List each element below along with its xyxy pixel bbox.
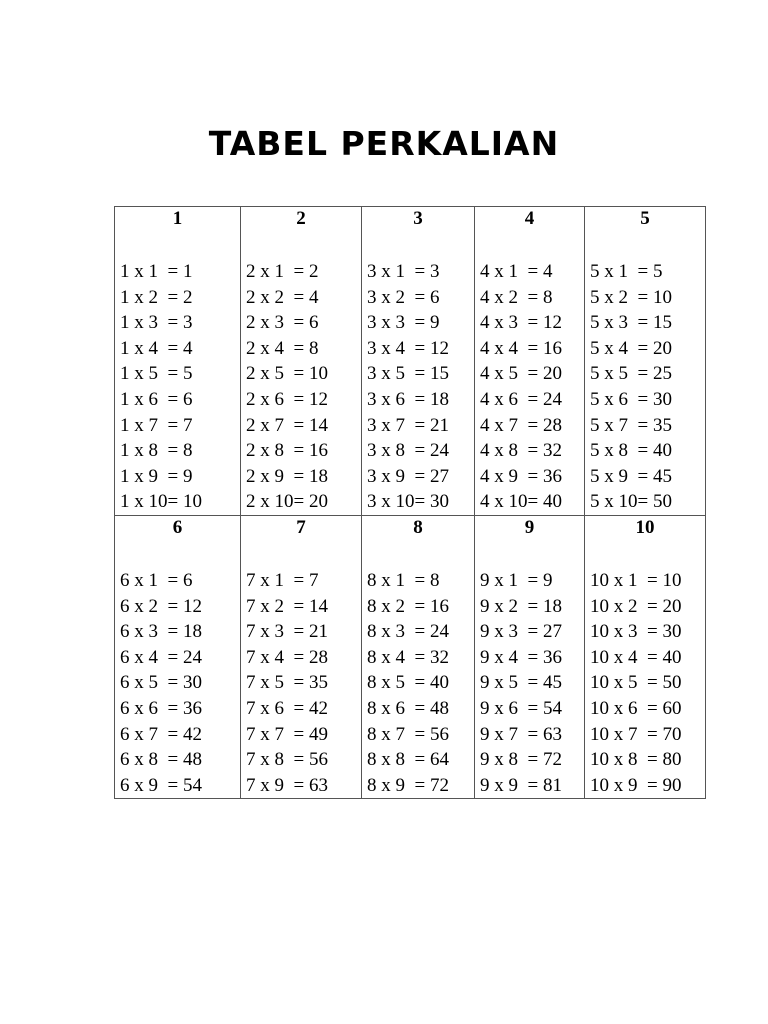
table-line: 10 x 2 = 20 xyxy=(590,595,682,617)
table-line: 9 x 5 = 45 xyxy=(480,672,562,694)
table-line: 7 x 1 = 7 xyxy=(246,569,319,591)
table-line: 8 x 8 = 64 xyxy=(367,749,449,771)
table-line: 3 x 9 = 27 xyxy=(367,465,449,487)
table-line: 1 x 7 = 7 xyxy=(120,414,193,436)
table-line: 2 x 4 = 8 xyxy=(246,337,319,359)
table-line: 2 x 1 = 2 xyxy=(246,261,319,282)
table-line: 3 x 3 = 9 xyxy=(367,312,440,334)
table-line: 4 x 2 = 8 xyxy=(480,286,553,308)
table-line: 6 x 5 = 30 xyxy=(120,672,202,694)
table-line: 8 x 4 = 32 xyxy=(367,646,449,668)
table-line: 2 x 3 = 6 xyxy=(246,312,319,334)
table-cell-10 xyxy=(585,515,706,798)
cell-heading: 6 xyxy=(172,516,183,538)
table-line: 3 x 4 = 12 xyxy=(367,337,449,359)
table-line: 10 x 5 = 50 xyxy=(590,672,682,694)
table-line: 10 x 3 = 30 xyxy=(590,621,682,643)
table-line: 5 x 4 = 20 xyxy=(590,337,672,359)
table-line: 3 x 1 = 3 xyxy=(367,261,440,282)
table-line: 1 x 8 = 8 xyxy=(120,440,193,462)
cell-heading: 9 xyxy=(524,516,535,538)
table-line: 5 x 3 = 15 xyxy=(590,312,672,334)
cell-heading: 2 xyxy=(296,208,306,229)
table-line: 6 x 7 = 42 xyxy=(120,723,202,745)
table-cell-5 xyxy=(585,207,706,516)
cell-lines xyxy=(480,259,584,515)
table-line: 1 x 3 = 3 xyxy=(120,312,193,334)
table-line: 2 x 5 = 10 xyxy=(246,363,328,385)
table-line: 7 x 2 = 14 xyxy=(246,595,328,617)
cell-lines xyxy=(246,259,361,515)
table-line: 4 x 8 = 32 xyxy=(480,440,562,462)
table-line: 10 x 8 = 80 xyxy=(590,749,682,771)
table-line: 10 x 4 = 40 xyxy=(590,646,682,668)
table-line: 5 x 10= 50 xyxy=(590,491,672,513)
table-line: 9 x 2 = 18 xyxy=(480,595,562,617)
table-line: 9 x 3 = 27 xyxy=(480,621,562,643)
table-line: 7 x 7 = 49 xyxy=(246,723,328,745)
cell-heading: 10 xyxy=(635,516,655,538)
table-cell-2 xyxy=(241,207,362,516)
cell-heading: 5 xyxy=(640,208,650,229)
table-line: 4 x 1 = 4 xyxy=(480,261,553,282)
table-line: 6 x 9 = 54 xyxy=(120,774,202,796)
page-title: TABEL PERKALIAN xyxy=(208,124,560,163)
table-line: 8 x 9 = 72 xyxy=(367,774,449,796)
table-line: 1 x 6 = 6 xyxy=(120,388,193,410)
cell-heading: 1 xyxy=(172,208,183,229)
table-cell-6 xyxy=(115,515,241,798)
table-line: 4 x 9 = 36 xyxy=(480,465,562,487)
cell-heading: 3 xyxy=(413,208,423,229)
table-line: 9 x 6 = 54 xyxy=(480,697,562,719)
table-line: 3 x 10= 30 xyxy=(367,491,449,513)
table-line: 5 x 5 = 25 xyxy=(590,363,672,385)
table-line: 8 x 5 = 40 xyxy=(367,672,449,694)
table-line: 8 x 3 = 24 xyxy=(367,621,449,643)
table-line: 7 x 3 = 21 xyxy=(246,621,328,643)
cell-lines xyxy=(590,568,705,798)
table-line: 10 x 9 = 90 xyxy=(590,774,682,796)
table-line: 1 x 10= 10 xyxy=(120,491,202,513)
cell-lines xyxy=(120,568,240,798)
table-line: 4 x 6 = 24 xyxy=(480,388,562,410)
table-line: 6 x 4 = 24 xyxy=(120,646,202,668)
table-line: 1 x 1 = 1 xyxy=(120,261,193,282)
table-line: 5 x 6 = 30 xyxy=(590,388,672,410)
table-line: 9 x 9 = 81 xyxy=(480,774,562,796)
table-line: 5 x 7 = 35 xyxy=(590,414,672,436)
table-row xyxy=(115,515,706,798)
cell-lines xyxy=(367,568,474,798)
table-cell-4 xyxy=(475,207,585,516)
table-line: 9 x 1 = 9 xyxy=(480,569,553,591)
table-cell-9 xyxy=(475,515,585,798)
table-line: 5 x 8 = 40 xyxy=(590,440,672,462)
table-line: 7 x 6 = 42 xyxy=(246,697,328,719)
table-line: 6 x 6 = 36 xyxy=(120,697,202,719)
cell-heading: 4 xyxy=(524,208,535,229)
table-line: 3 x 2 = 6 xyxy=(367,286,440,308)
table-line: 1 x 5 = 5 xyxy=(120,363,193,385)
cell-heading: 7 xyxy=(296,516,306,538)
table-line: 1 x 2 = 2 xyxy=(120,286,193,308)
table-line: 8 x 7 = 56 xyxy=(367,723,449,745)
table-line: 10 x 1 = 10 xyxy=(590,569,682,591)
table-line: 5 x 9 = 45 xyxy=(590,465,672,487)
table-line: 3 x 5 = 15 xyxy=(367,363,449,385)
cell-lines xyxy=(480,568,584,798)
table-line: 10 x 7 = 70 xyxy=(590,723,682,745)
table-line: 1 x 9 = 9 xyxy=(120,465,193,487)
table-line: 10 x 6 = 60 xyxy=(590,697,682,719)
table-cell-3 xyxy=(362,207,475,516)
multiplication-table xyxy=(114,206,706,799)
table-line: 6 x 1 = 6 xyxy=(120,569,193,591)
table-line: 2 x 10= 20 xyxy=(246,491,328,513)
table-line: 2 x 6 = 12 xyxy=(246,388,328,410)
table-cell-8 xyxy=(362,515,475,798)
cell-heading: 8 xyxy=(413,516,423,538)
table-line: 8 x 1 = 8 xyxy=(367,569,440,591)
table-line: 9 x 4 = 36 xyxy=(480,646,562,668)
table-line: 2 x 7 = 14 xyxy=(246,414,328,436)
table-line: 3 x 6 = 18 xyxy=(367,388,449,410)
table-line: 2 x 2 = 4 xyxy=(246,286,319,308)
table-line: 4 x 10= 40 xyxy=(480,491,562,513)
table-line: 4 x 4 = 16 xyxy=(480,337,562,359)
table-cell-7 xyxy=(241,515,362,798)
table-line: 3 x 7 = 21 xyxy=(367,414,449,436)
table-line: 8 x 2 = 16 xyxy=(367,595,449,617)
table-line: 6 x 3 = 18 xyxy=(120,621,202,643)
cell-lines xyxy=(590,259,705,515)
cell-lines xyxy=(367,259,474,515)
cell-lines xyxy=(120,259,240,515)
table-line: 2 x 9 = 18 xyxy=(246,465,328,487)
table-line: 6 x 2 = 12 xyxy=(120,595,202,617)
table-line: 3 x 8 = 24 xyxy=(367,440,449,462)
table-line: 2 x 8 = 16 xyxy=(246,440,328,462)
table-line: 6 x 8 = 48 xyxy=(120,749,202,771)
table-line: 9 x 7 = 63 xyxy=(480,723,562,745)
cell-lines xyxy=(246,568,361,798)
table-line: 1 x 4 = 4 xyxy=(120,337,193,359)
table-line: 7 x 5 = 35 xyxy=(246,672,328,694)
table-row xyxy=(115,207,706,516)
table-line: 4 x 5 = 20 xyxy=(480,363,562,385)
table-cell-1 xyxy=(115,207,241,516)
table-line: 8 x 6 = 48 xyxy=(367,697,449,719)
table-line: 5 x 2 = 10 xyxy=(590,286,672,308)
table-line: 7 x 8 = 56 xyxy=(246,749,328,771)
table-line: 7 x 4 = 28 xyxy=(246,646,328,668)
table-line: 5 x 1 = 5 xyxy=(590,261,663,282)
table-line: 4 x 7 = 28 xyxy=(480,414,562,436)
table-line: 4 x 3 = 12 xyxy=(480,312,562,334)
table-line: 7 x 9 = 63 xyxy=(246,774,328,796)
table-line: 9 x 8 = 72 xyxy=(480,749,562,771)
